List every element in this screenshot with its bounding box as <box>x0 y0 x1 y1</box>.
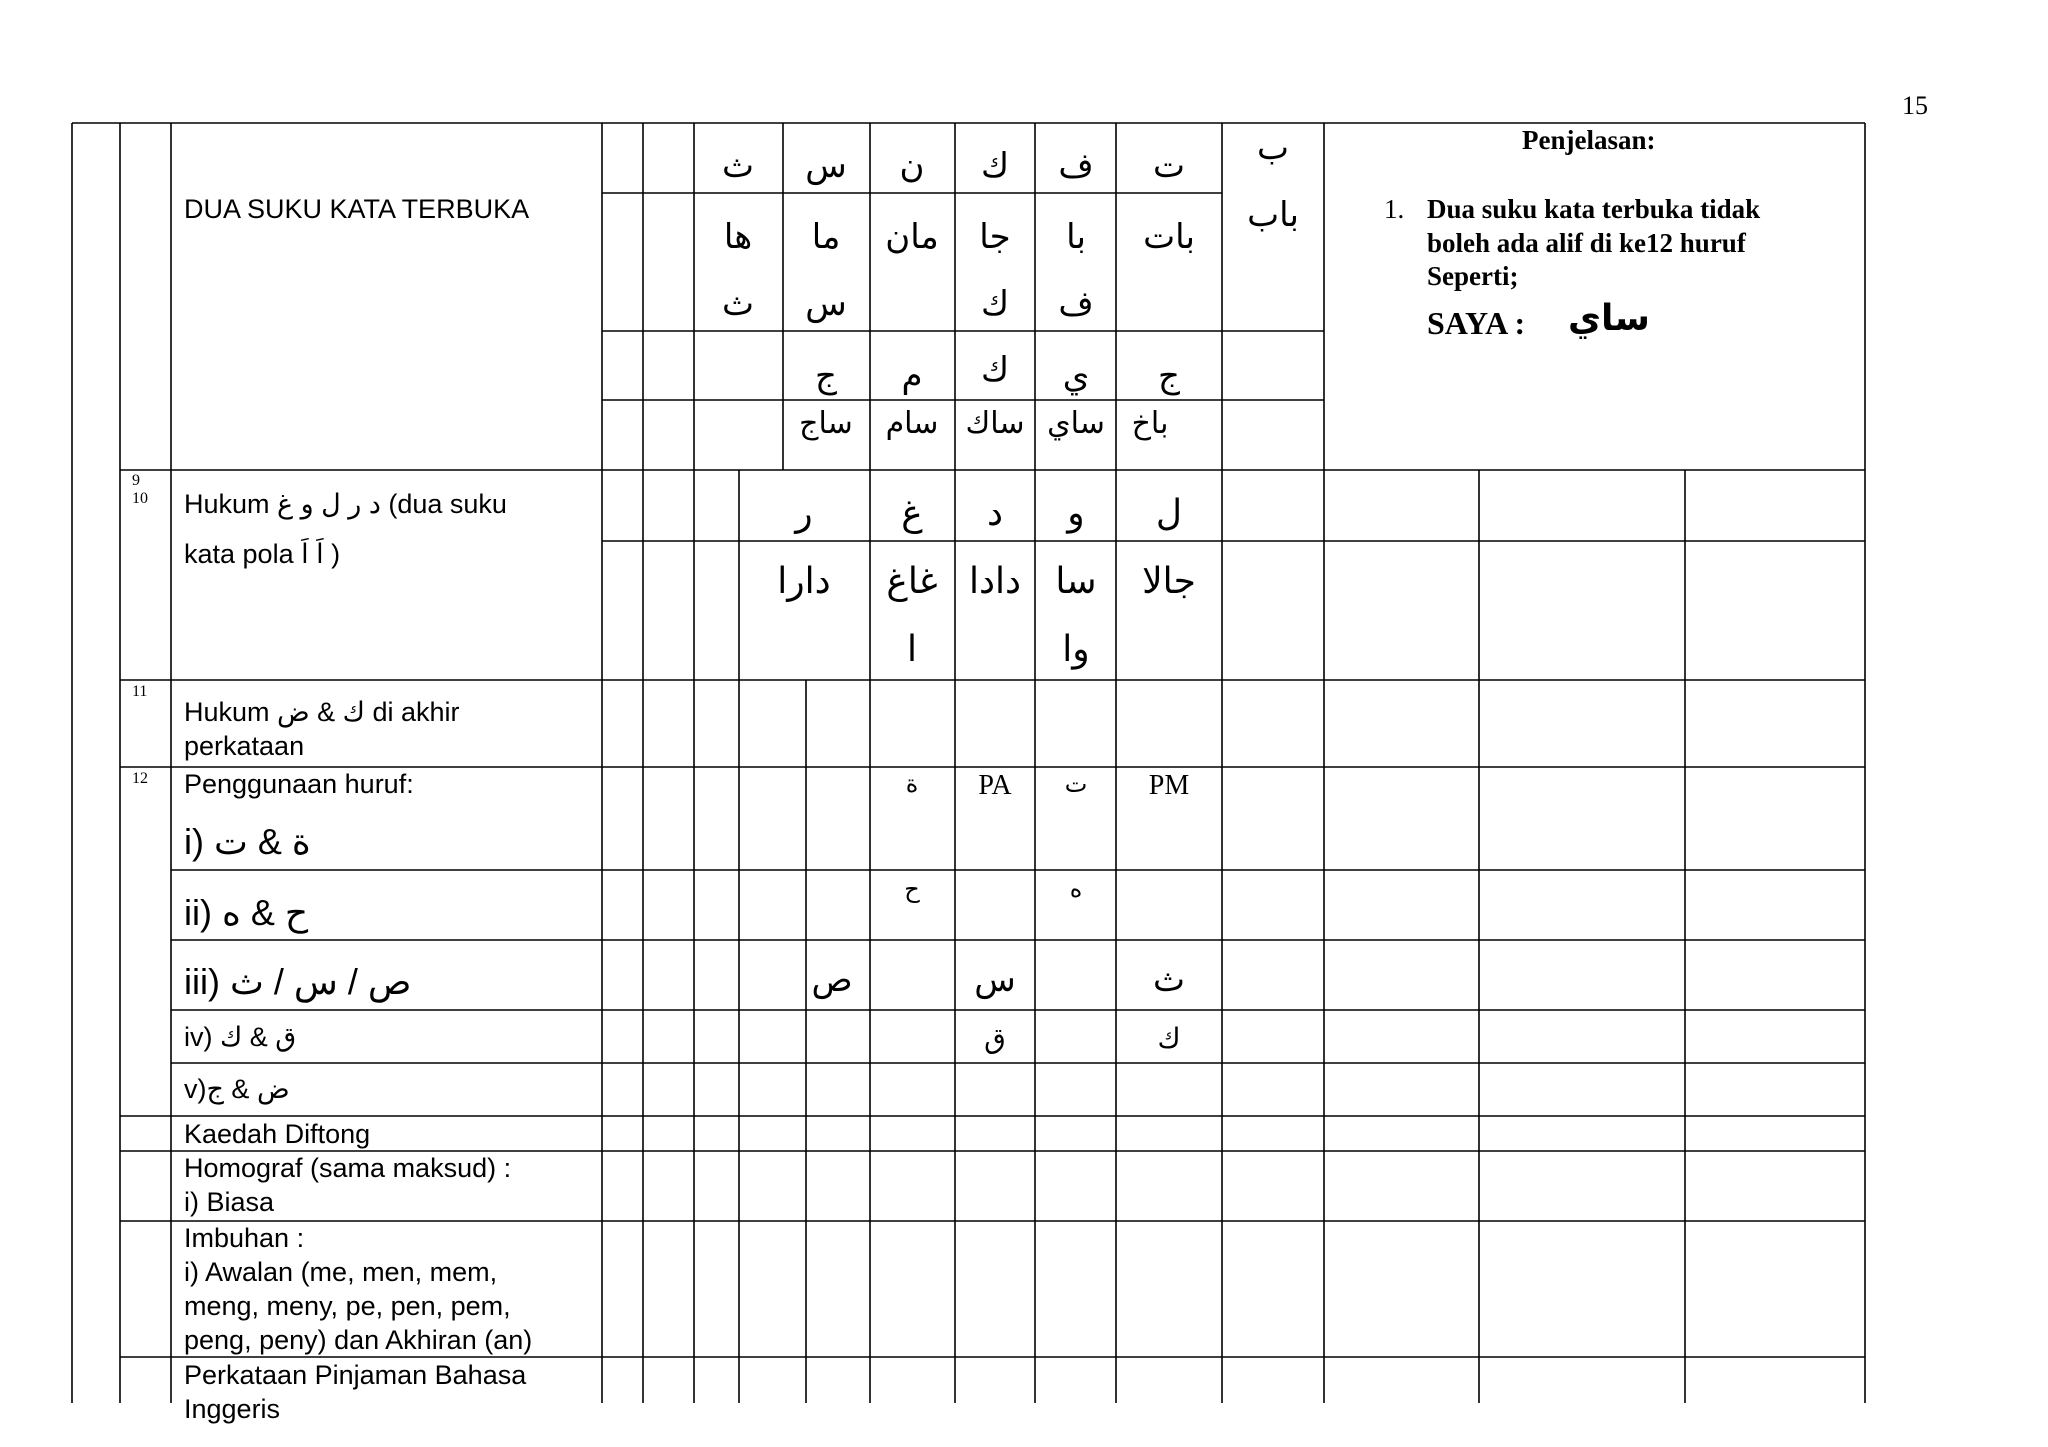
s2-word: دارا <box>777 561 831 602</box>
s1-word: مان <box>885 217 939 257</box>
section2-title-line1: Hukum د ر ل و غ (dua suku <box>184 489 507 519</box>
s1-word: با <box>1066 217 1086 257</box>
s4-cell: ة <box>905 770 919 798</box>
s2-word: سا <box>1055 561 1097 602</box>
s1-word: ها <box>723 217 753 257</box>
explanation-heading: Penjelasan: <box>1522 125 1656 155</box>
imbuhan-line2: i) Awalan (me, men, mem, <box>184 1257 498 1287</box>
s2-letter: و <box>1067 493 1085 534</box>
s4-cell: ت <box>1064 770 1088 798</box>
homograf-line2: i) Biasa <box>184 1187 275 1217</box>
s2-word: جالا <box>1142 561 1196 602</box>
row-number: 10 <box>132 490 148 507</box>
s4-cell: س <box>974 960 1016 1000</box>
s1-word: بات <box>1143 217 1195 257</box>
homograf-line1: Homograf (sama maksud) : <box>184 1153 512 1183</box>
section4-sub-v: v)ض & ج <box>184 1074 290 1104</box>
section3-title-line1: Hukum ك & ض di akhir <box>184 697 460 727</box>
explanation-item-number: 1. <box>1384 194 1405 224</box>
kaedah-diftong: Kaedah Diftong <box>184 1119 371 1149</box>
pinjaman-line1: Perkataan Pinjaman Bahasa <box>184 1360 527 1390</box>
s2-word-cont: ا <box>906 629 918 670</box>
explanation-example-jawi: ساي <box>1568 298 1650 339</box>
s1-letter-row3: ج <box>1158 356 1180 396</box>
s4-cell: ح <box>904 875 920 903</box>
s2-letter: غ <box>901 493 923 534</box>
s1-letter: ث <box>721 146 755 186</box>
imbuhan-line4: peng, peny) dan Akhiran (an) <box>184 1325 533 1355</box>
s1-word-cont: ف <box>1058 284 1094 324</box>
s2-word: غاغ <box>886 561 938 602</box>
row-number: 9 <box>132 472 140 489</box>
s1-word-row4: ساي <box>1047 406 1105 441</box>
explanation-line-1: Dua suku kata terbuka tidak <box>1427 194 1761 224</box>
s1-letter-row3: ي <box>1062 356 1090 396</box>
section4-sub-i: i) ة & ت <box>184 821 311 862</box>
s4-cell: PA <box>978 770 1012 801</box>
row-number: 12 <box>132 770 148 787</box>
s1-word: ما <box>811 217 841 257</box>
s4-cell: ك <box>1157 1022 1181 1055</box>
s1-letter-row3: ج <box>815 356 837 396</box>
row-number: 11 <box>132 683 148 700</box>
s2-word-cont: وا <box>1062 629 1090 670</box>
explanation-line-2: boleh ada alif di ke12 huruf <box>1427 228 1746 258</box>
s1-word-cont: ك <box>980 284 1010 324</box>
section4-sub-ii: ii) ح & ه <box>184 892 309 933</box>
section3-title-line2: perkataan <box>184 731 305 761</box>
s1-letter: ن <box>899 146 925 186</box>
s4-cell: ق <box>984 1022 1006 1055</box>
s1-word-row4: سام <box>885 406 939 441</box>
s1-word-row4: باخ <box>1131 406 1169 441</box>
s1-letter: ك <box>980 146 1010 186</box>
section1-title: DUA SUKU KATA TERBUKA <box>184 194 530 224</box>
explanation-line-3: Seperti; <box>1427 261 1519 291</box>
s2-letter: ر <box>795 493 813 534</box>
s1-letter-row3: ك <box>980 350 1010 390</box>
s1-word-row4: ساج <box>799 406 853 441</box>
pinjaman-line2: Inggeris <box>184 1394 281 1424</box>
s1-letter: ت <box>1152 146 1186 186</box>
imbuhan-line3: meng, meny, pe, pen, pem, <box>184 1291 511 1321</box>
s4-cell: ه <box>1069 875 1083 903</box>
s4-cell: ص <box>811 960 853 1000</box>
s2-letter: ل <box>1155 493 1183 534</box>
s1-word: جا <box>979 217 1011 257</box>
s1-letter: ب <box>1256 128 1290 168</box>
section2-title-line2: kata pola اَ اَ ) <box>184 539 341 569</box>
s2-letter: د <box>986 493 1004 534</box>
section4-sub-iv: iv) ق & ك <box>184 1022 297 1052</box>
s2-word: دادا <box>968 561 1022 602</box>
s1-letter: س <box>805 146 847 186</box>
s1-word-cont: ث <box>721 284 755 324</box>
section4-sub-iii: iii) ص / س / ث <box>184 961 412 1002</box>
s4-cell: ث <box>1152 960 1186 1000</box>
imbuhan-line1: Imbuhan : <box>184 1223 305 1253</box>
explanation-example-label: SAYA : <box>1427 305 1526 341</box>
s1-letter: ف <box>1058 146 1094 186</box>
s1-letter-row3: م <box>901 356 923 396</box>
s1-word: باب <box>1247 195 1299 235</box>
s1-word-cont: س <box>805 284 847 324</box>
s4-cell: PM <box>1148 770 1190 801</box>
section4-title: Penggunaan huruf: <box>184 769 414 799</box>
page-number: 15 <box>1902 91 1928 120</box>
s1-word-row4: ساك <box>965 406 1025 441</box>
